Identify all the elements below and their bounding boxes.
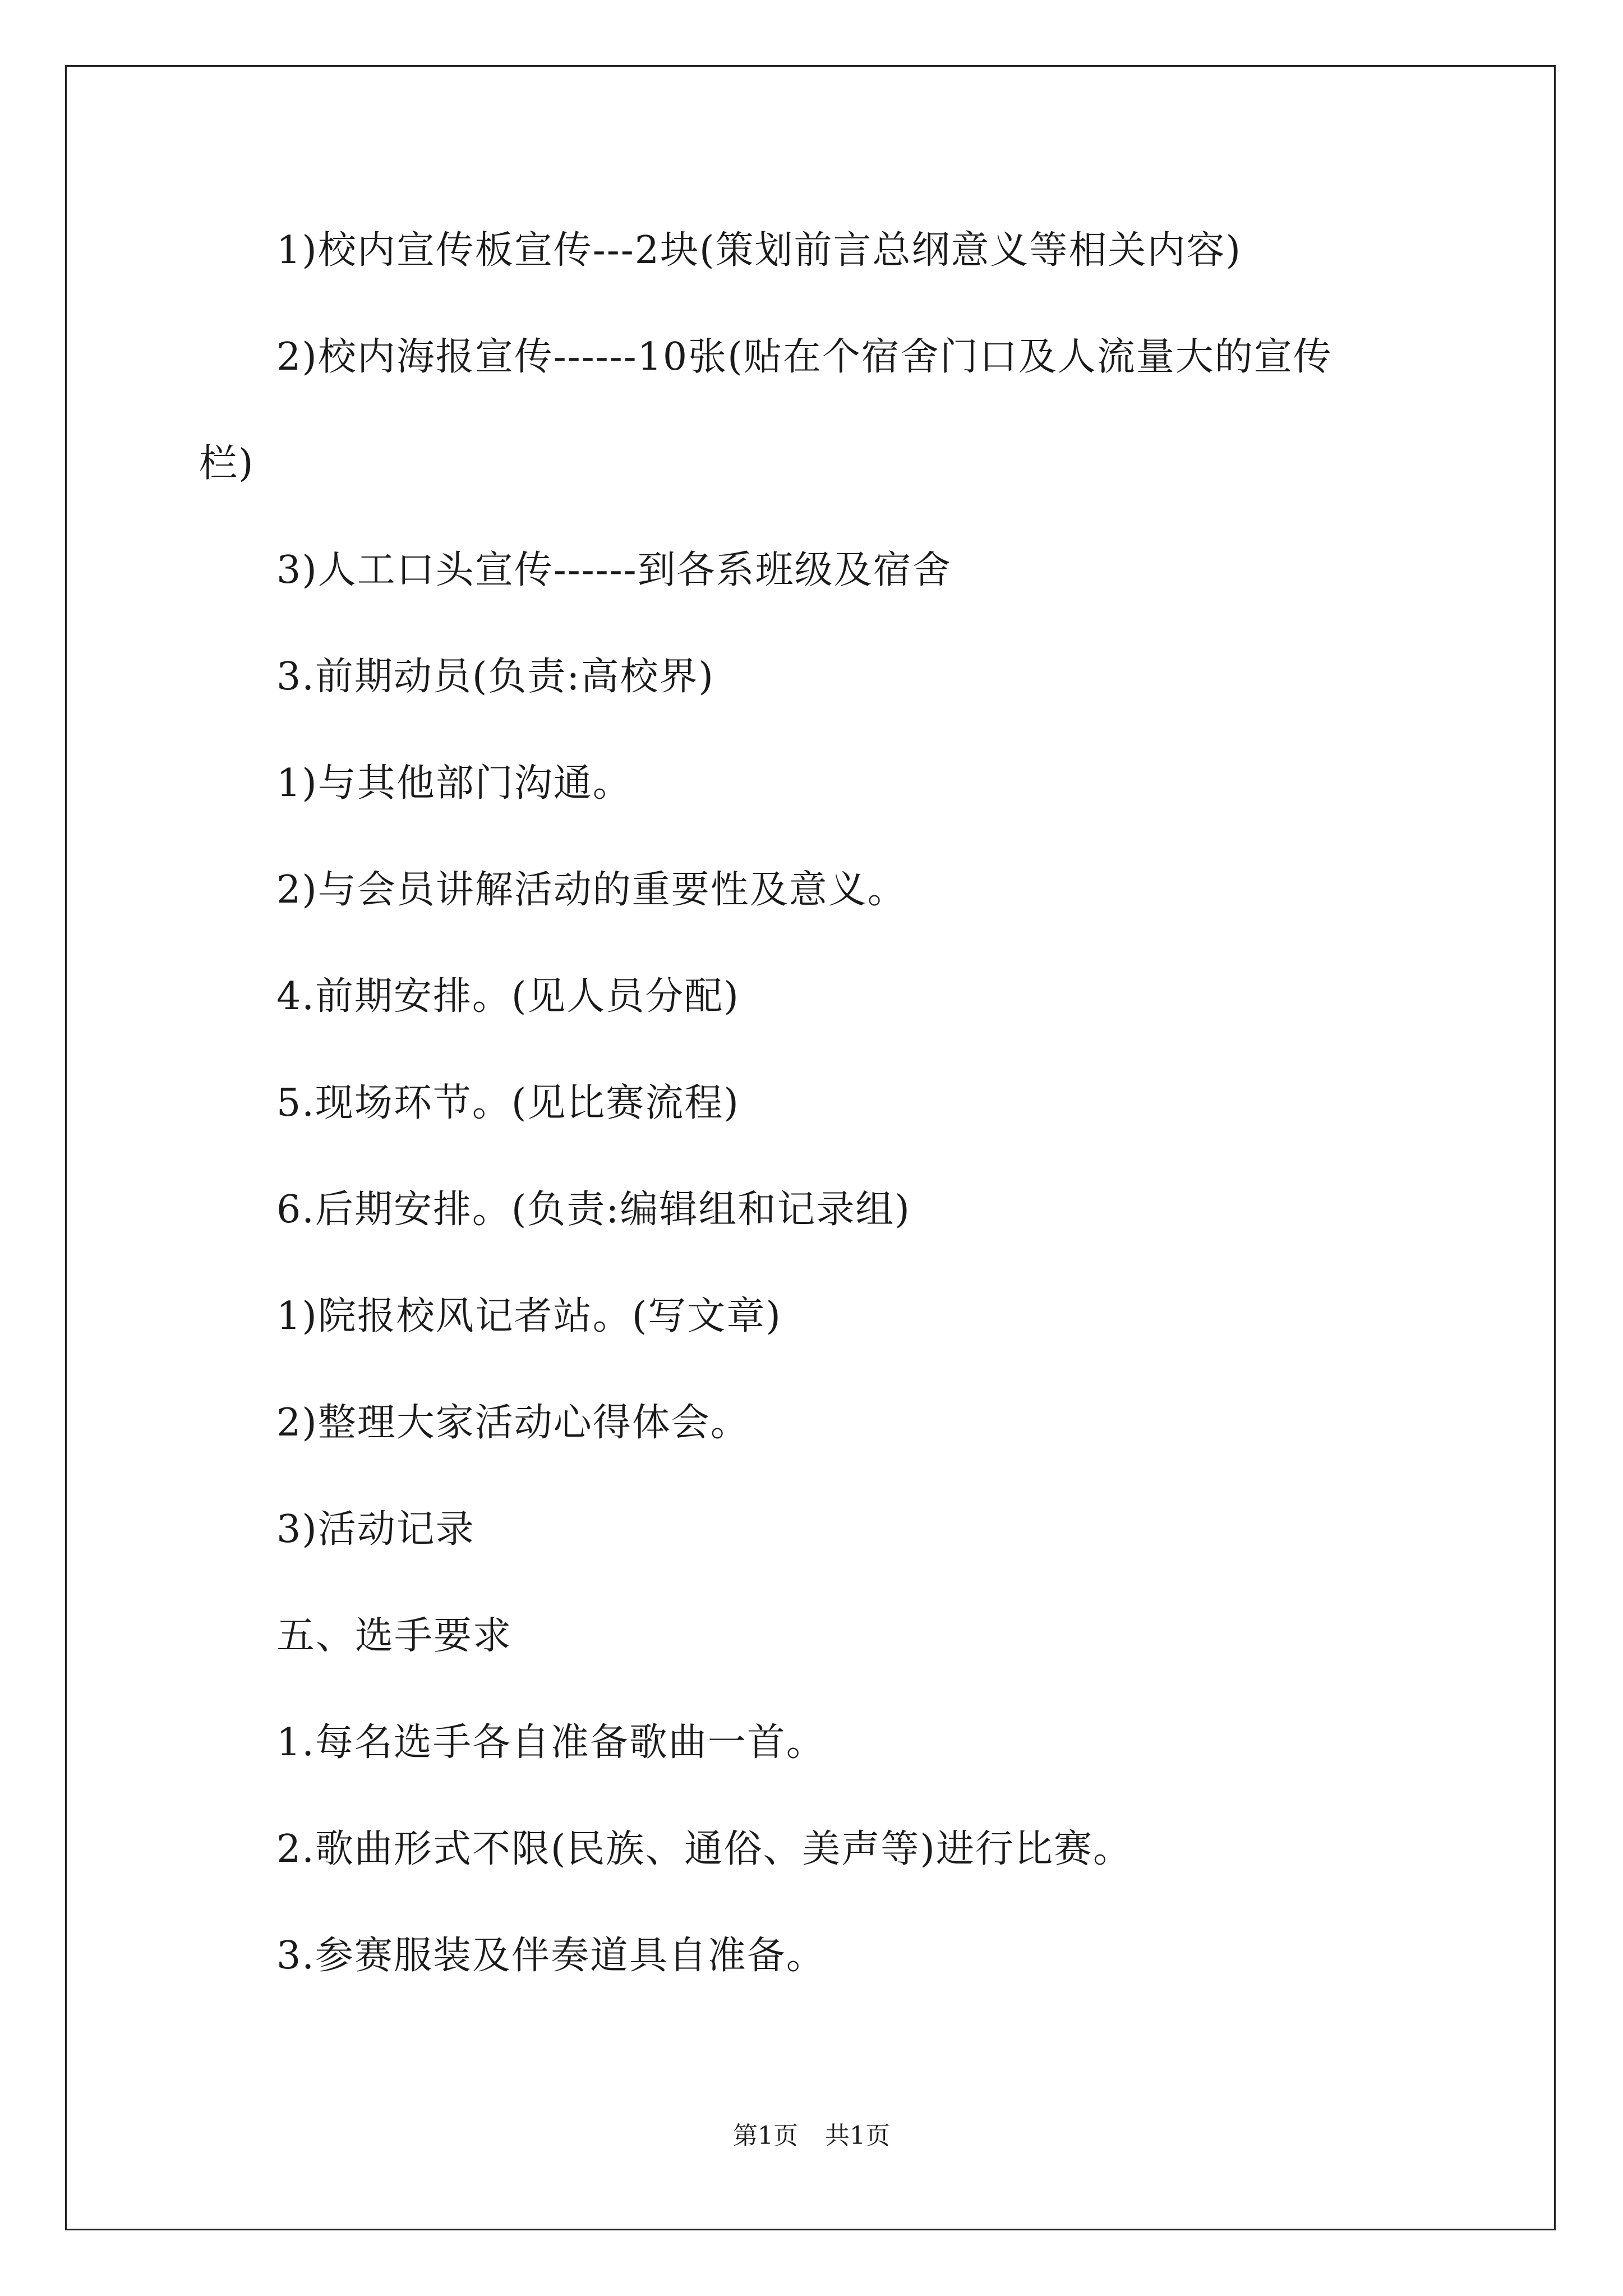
paragraph-line: 1.每名选手各自准备歌曲一首。 bbox=[276, 1720, 826, 1765]
paragraph-line: 2)整理大家活动心得体会。 bbox=[276, 1401, 750, 1445]
section-heading: 五、选手要求 bbox=[276, 1614, 513, 1658]
paragraph-line: 1)院报校风记者站。(写文章) bbox=[276, 1294, 782, 1338]
page-number-total: 共1页 bbox=[825, 2122, 890, 2150]
paragraph-line: 1)与其他部门沟通。 bbox=[276, 761, 632, 806]
paragraph-line: 4.前期安排。(见人员分配) bbox=[276, 974, 740, 1019]
page-number-current: 第1页 bbox=[733, 2122, 798, 2150]
paragraph-line: 2)校内海报宣传------10张(贴在个宿舍门口及人流量大的宣传 bbox=[276, 335, 1332, 379]
paragraph-line: 5.现场环节。(见比赛流程) bbox=[276, 1081, 740, 1125]
paragraph-line: 2)与会员讲解活动的重要性及意义。 bbox=[276, 868, 907, 912]
paragraph-line: 3)人工口头宣传------到各系班级及宿舍 bbox=[276, 548, 952, 592]
paragraph-line: 2.歌曲形式不限(民族、通俗、美声等)进行比赛。 bbox=[276, 1827, 1132, 1871]
paragraph-line: 栏) bbox=[199, 441, 255, 486]
paragraph-line: 3.前期动员(负责:高校界) bbox=[276, 655, 714, 699]
paragraph-line: 3.参赛服装及伴奏道具自准备。 bbox=[276, 1934, 826, 1978]
paragraph-line: 6.后期安排。(负责:编辑组和记录组) bbox=[276, 1188, 911, 1232]
page-footer bbox=[0, 2120, 1623, 2152]
paragraph-line: 3)活动记录 bbox=[276, 1507, 475, 1552]
page-border bbox=[65, 65, 1556, 2230]
paragraph-line: 1)校内宣传板宣传---2块(策划前言总纲意义等相关内容) bbox=[276, 228, 1242, 273]
